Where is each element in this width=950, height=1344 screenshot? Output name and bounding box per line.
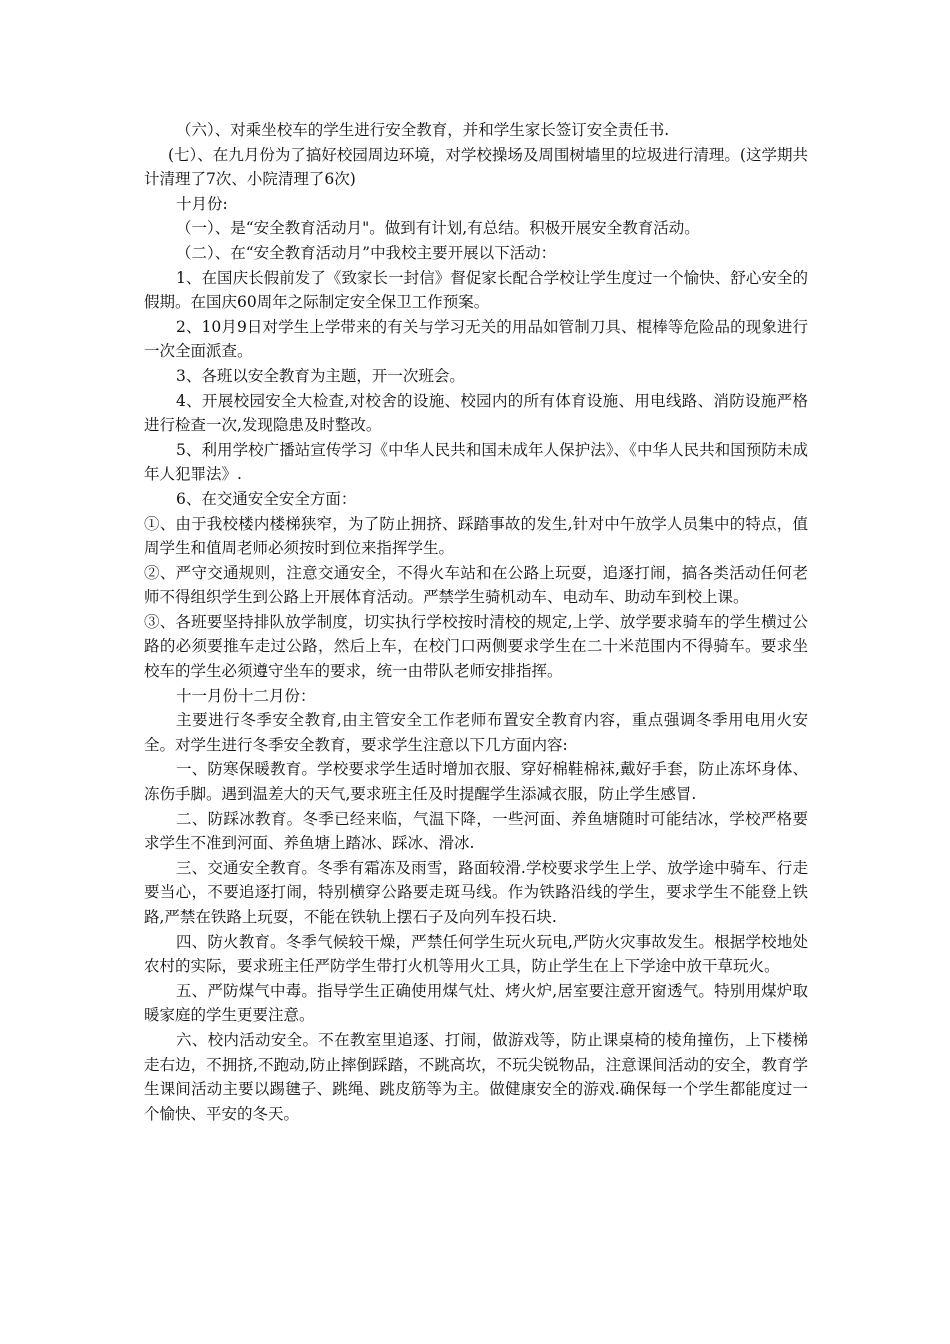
- list-item-3: 3、各班以安全教育为主题，开一次班会。: [176, 366, 465, 385]
- list-item-5: 5、利用学校广播站宣传学习《中华人民共和国未成年人保护法》、《中华人民共和国预防未成年人犯罪法》.: [144, 440, 808, 484]
- document-body: [144, 118, 808, 1126]
- paragraph-winter-intro: 主要进行冬季安全教育,由主管安全工作老师布置安全教育内容，重点强调冬季用电用火安全。对学生进行冬季安全教育，要求学生注意以下几方面内容:: [144, 711, 808, 754]
- winter-item-6: 六、校内活动安全。不在教室里追逐、打闹，做游戏等，防止课桌椅的棱角撞伤，上下楼梯走右边，不拥挤,不跑动,防止摔倒踩踏，不跳高坎，不玩尖锐物品，注意课间活动的安全，教育学生课间活动主要以踢毽子、跳绳、跳皮筋等为主。做健康安全的游戏.确保每一个学生都能度过一个愉快、平安的冬天。: [144, 1030, 808, 1123]
- winter-item-5: 五、严防煤气中毒。指导学生正确使用煤气灶、烤火炉,居室要注意开窗透气。特别用煤炉取暖家庭的学生更要注意。: [144, 981, 808, 1025]
- paragraph-safety-month: （一）、是“安全教育活动月"。做到有计划,有总结。积极开展安全教育活动。: [176, 219, 700, 238]
- sub-item-circled-1: ①、由于我校楼内楼梯狭窄，为了防止拥挤、踩踏事故的发生,针对中午放学人员集中的特点，值周学生和值周老师必须按时到位来指挥学生。: [144, 514, 808, 558]
- paragraph-september-cleanup: (七）、在九月份为了搞好校园周边环境，对学校操场及周围树墙里的垃圾进行清理。(这学期共计清理了7次、小院清理了6次): [144, 145, 808, 189]
- list-item-2: 2、10月9日对学生上学带来的有关与学习无关的用品如管制刀具、棍棒等危险品的现象进行一次全面派查。: [144, 317, 808, 361]
- sub-item-circled-2: ②、严守交通规则，注意交通安全，不得火车站和在公路上玩耍，追逐打闹，搞各类活动任何老师不得组织学生到公路上开展体育活动。严禁学生骑机动车、电动车、助动车到校上课。: [144, 563, 808, 607]
- winter-item-2: 二、防踩冰教育。冬季已经来临，气温下降，一些河面、养鱼塘随时可能结冰，学校严格要求学生不准到河面、养鱼塘上踏冰、踩冰、滑冰.: [144, 809, 808, 853]
- list-item-1: 1、在国庆长假前发了《致家长一封信》督促家长配合学校让学生度过一个愉快、舒心安全的假期。在国庆60周年之际制定安全保卫工作预案。: [144, 268, 808, 312]
- winter-item-3: 三、交通安全教育。冬季有霜冻及雨雪，路面较滑.学校要求学生上学、放学途中骑车、行走要当心，不要追逐打闹，特别横穿公路要走斑马线。作为铁路沿线的学生，要求学生不能登上铁路,严禁在铁路上玩耍，不能在铁轨上摆石子及向列车投石块.: [144, 858, 808, 926]
- list-item-6: 6、在交通安全安全方面：: [176, 489, 357, 508]
- winter-item-4: 四、防火教育。冬季气候较干燥，严禁任何学生玩火玩电,严防火灾事故发生。根据学校地处农村的实际，要求班主任严防学生带打火机等用火工具，防止学生在上下学途中放干草玩火。: [144, 932, 808, 976]
- paragraph-activities-intro: （二）、在“安全教育活动月”中我校主要开展以下活动：: [176, 243, 557, 262]
- heading-october: 十月份:: [176, 194, 228, 213]
- paragraph-school-bus: （六）、对乘坐校车的学生进行安全教育，并和学生家长签订安全责任书.: [176, 121, 670, 139]
- list-item-4: 4、开展校园安全大检查,对校舍的设施、校园内的所有体育设施、用电线路、消防设施严格进行检查一次,发现隐患及时整改。: [144, 391, 808, 435]
- winter-item-1: 一、防寒保暖教育。学校要求学生适时增加衣服、穿好棉鞋棉袜,戴好手套，防止冻坏身体、冻伤手脚。遇到温差大的天气,要求班主任及时提醒学生添减衣服，防止学生感冒.: [144, 760, 808, 804]
- heading-november-december: 十一月份十二月份：: [176, 686, 316, 705]
- sub-item-circled-3: ③、各班要坚持排队放学制度，切实执行学校按时清校的规定,上学、放学要求骑车的学生横过公路的必须要推车走过公路，然后上车，在校门口两侧要求学生在二十米范围内不得骑车。要求坐校车的学生必须遵守坐车的要求，统一由带队老师安排指挥。: [144, 612, 808, 681]
